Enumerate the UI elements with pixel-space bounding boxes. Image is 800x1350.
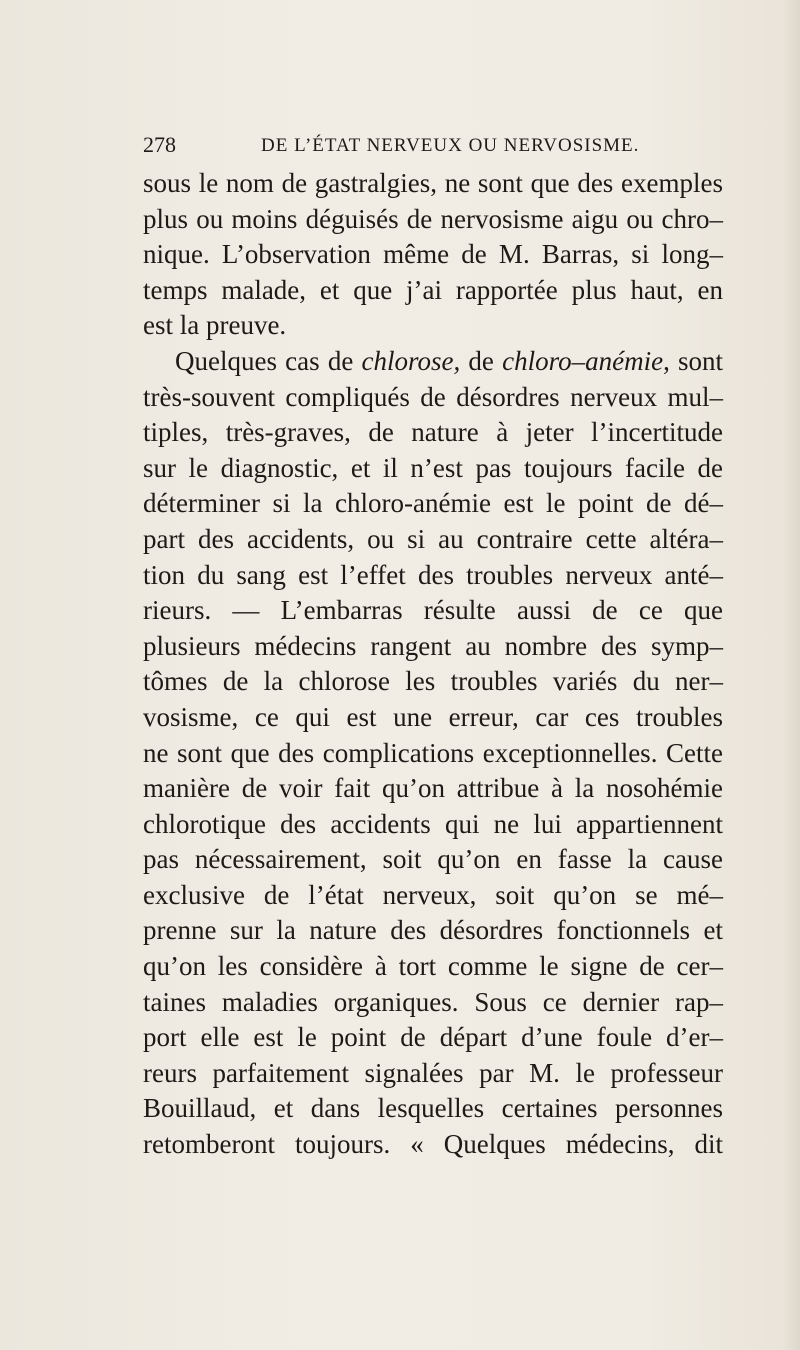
text-line: plus ou moins déguisés de nervosisme aigu ou chro–	[143, 203, 723, 234]
text-line: part des accidents, ou si au contraire cette altéra–	[143, 523, 723, 554]
text-line: déterminer si la chloro-anémie est le point de dé–	[143, 488, 723, 519]
text-line: vosisme, ce qui est une erreur, car ces troubles	[143, 701, 723, 732]
body-text	[143, 166, 723, 1163]
text-run: Quelques cas de	[175, 345, 362, 376]
page-edge-shadow	[782, 0, 800, 1350]
text-run: de	[460, 345, 503, 376]
text-line: très-souvent compliqués de désordres nerveux mul–	[143, 381, 723, 412]
text-line: exclusive de l’état nerveux, soit qu’on se mé–	[143, 879, 723, 910]
text-line: port elle est le point de départ d’une foule d’er–	[143, 1022, 723, 1053]
italic-term: chloro–anémie	[502, 345, 664, 376]
text-line: chlorotique des accidents qui ne lui appartiennent	[143, 808, 723, 839]
text-line: plusieurs médecins rangent au nombre des symp–	[143, 630, 723, 661]
text-line: tion du sang est l’effet des troubles nerveux anté–	[143, 559, 723, 590]
italic-term: chlorose,	[361, 345, 461, 376]
text-line: rieurs. — L’embarras résulte aussi de ce que	[143, 595, 723, 626]
text-line: est la preuve.	[143, 310, 287, 341]
paragraph-start-line	[143, 344, 723, 380]
text-line: tômes de la chlorose les troubles variés du ner–	[143, 666, 723, 697]
text-line: taines maladies organiques. Sous ce dernier rap–	[143, 986, 723, 1017]
text-run: , sont	[663, 345, 724, 376]
text-line: qu’on les considère à tort comme le signe de cer–	[143, 951, 723, 982]
text-line: Bouillaud, et dans lesquelles certaines personnes	[143, 1093, 723, 1124]
text-line: temps malade, et que j’ai rapportée plus haut, en	[143, 274, 723, 305]
text-line: sur le diagnostic, et il n’est pas toujours facile de	[143, 452, 723, 483]
text-line: retomberont toujours. « Quelques médecins, dit	[143, 1129, 723, 1160]
running-head-title: DE L’ÉTAT NERVEUX OU NERVOSISME.	[261, 135, 640, 156]
text-line: nique. L’observation même de M. Barras, si long–	[143, 239, 723, 270]
text-line: sous le nom de gastralgies, ne sont que des exemples	[143, 168, 723, 198]
text-line: ne sont que des complications exceptionnelles. Cette	[143, 737, 723, 768]
text-line: tiples, très-graves, de nature à jeter l’incertitude	[143, 417, 723, 448]
text-line: manière de voir fait qu’on attribue à la nosohémie	[143, 773, 723, 804]
text-line: prenne sur la nature des désordres fonctionnels et	[143, 915, 723, 946]
text-line: pas nécessairement, soit qu’on en fasse la cause	[143, 844, 723, 875]
page-number: 278	[143, 132, 176, 157]
text-line: reurs parfaitement signalées par M. le professeur	[143, 1057, 723, 1088]
running-head	[143, 132, 663, 162]
